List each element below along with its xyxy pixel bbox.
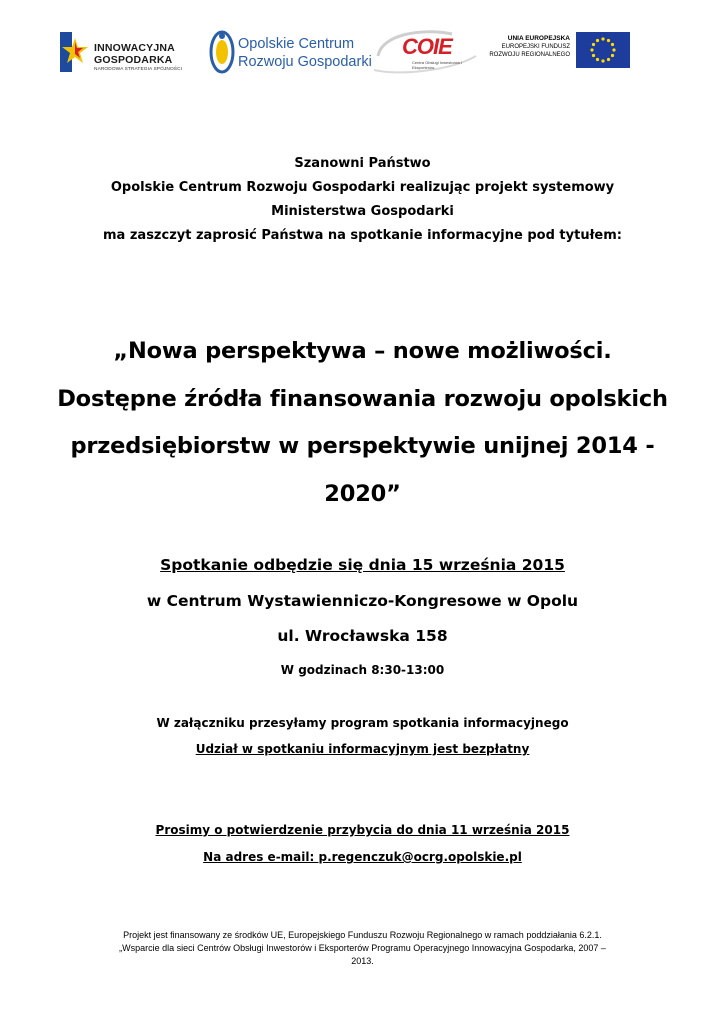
ocrg-logo — [208, 26, 372, 78]
footer-line: Projekt jest finansowany ze środków UE, Europejskiego Funduszu Rozwoju Regionalnego w ramach poddziałania 6.2.1. — [123, 930, 602, 940]
ocrg-emblem-icon — [208, 28, 236, 76]
intro-line: Ministerstwa Gospodarki — [271, 204, 454, 219]
eu-flag-icon — [576, 32, 630, 68]
intro-line: ma zaszczyt zaprosić Państwa na spotkanie informacyjne pod tytułem: — [103, 228, 622, 243]
confirmation-request: Prosimy o potwierdzenie przybycia do dnia 11 września 2015 — [155, 823, 570, 837]
attachment-note: W załączniku przesyłamy program spotkania informacyjnego — [156, 716, 569, 730]
invitation-intro — [0, 152, 725, 248]
event-street: ul. Wrocławska 158 — [277, 627, 448, 645]
eu-line1: UNIA EUROPEJSKA — [507, 35, 570, 42]
free-participation-note: Udział w spotkaniu informacyjnym jest bezpłatny — [195, 742, 530, 756]
innowacyjna-gospodarka-logo — [60, 30, 190, 74]
ig-star-icon — [60, 32, 90, 72]
meeting-title — [0, 328, 725, 518]
eu-line2: EUROPEJSKI FUNDUSZ — [501, 44, 570, 50]
ig-line3: NARODOWA STRATEGIA SPÓJNOŚCI — [94, 67, 183, 72]
eu-logo — [485, 32, 630, 72]
title-line: „Nowa perspektywa – nowe możliwości. — [113, 338, 612, 364]
eu-line3: ROZWOJU REGIONALNEGO — [489, 52, 570, 58]
ig-line2: GOSPODARKA — [94, 54, 173, 66]
title-line: przedsiębiorstw w perspektywie unijnej 2014 - — [70, 433, 655, 459]
coie-logo — [372, 26, 482, 78]
greeting: Szanowni Państwo — [294, 156, 431, 171]
funding-footer — [60, 929, 665, 968]
event-venue: w Centrum Wystawienniczo-Kongresowe w Opolu — [146, 592, 579, 610]
ocrg-line2: Rozwoju Gospodarki — [238, 54, 372, 70]
footer-line: „Wsparcie dla sieci Centrów Obsługi Inwestorów i Eksporterów Programu Operacyjnego Innowacyjna Gospodarka, 2007 – — [119, 943, 606, 953]
title-line: 2020” — [324, 480, 401, 507]
title-line: Dostępne źródła finansowania rozwoju opolskich — [57, 385, 668, 412]
contact-email[interactable]: Na adres e-mail: p.regenczuk@ocrg.opolskie.pl — [203, 850, 522, 864]
ig-line1: INNOWACYJNA — [94, 42, 175, 54]
intro-line: Opolskie Centrum Rozwoju Gospodarki realizując projekt systemowy — [110, 180, 615, 195]
logo-bar — [60, 24, 630, 84]
event-date: Spotkanie odbędzie się dnia 15 września 2015 — [160, 556, 565, 574]
event-hours: W godzinach 8:30-13:00 — [280, 663, 445, 677]
coie-caption: Centra Obsługi Inwestorów i Eksporterów — [412, 60, 463, 70]
coie-mark: COIE — [402, 34, 452, 59]
footer-line: 2013. — [351, 956, 374, 966]
ocrg-line1: Opolskie Centrum — [238, 36, 355, 52]
